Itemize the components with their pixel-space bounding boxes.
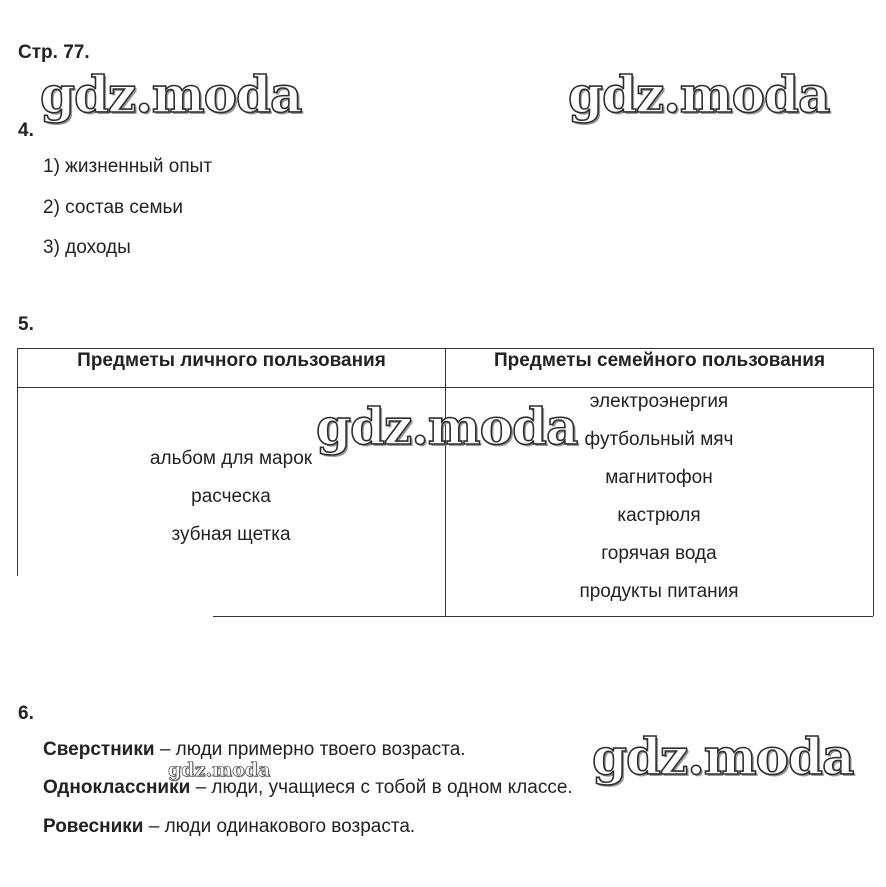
table-border-bottom — [213, 616, 873, 617]
definition-term: Одноклассники — [43, 777, 191, 798]
table-cell: футбольный мяч — [584, 429, 734, 450]
task-5-number: 5. — [18, 314, 34, 335]
definition-coevals — [43, 816, 415, 838]
table-cell: магнитофон — [605, 467, 713, 488]
watermark: gdz.moda — [568, 65, 830, 124]
definition-text: – люди одинакового возраста. — [143, 816, 416, 837]
definition-text: – люди, учащиеся с тобой в одном классе. — [190, 777, 573, 798]
table-header-personal: Предметы личного пользования — [77, 350, 386, 371]
table-cell: горячая вода — [601, 543, 717, 564]
definition-classmates — [43, 777, 573, 799]
watermark: gdz.moda — [592, 727, 854, 786]
definition-term: Сверстники — [43, 739, 155, 760]
list-item: 3) доходы — [43, 237, 131, 258]
page-title: Стр. 77. — [18, 42, 90, 63]
table-column-divider — [445, 348, 446, 616]
watermark: gdz.moda — [316, 397, 578, 456]
table-cell: электроэнергия — [589, 391, 729, 412]
definition-text: – люди примерно твоего возраста. — [154, 739, 466, 760]
list-item: 1) жизненный опыт — [43, 156, 213, 177]
table-cell: кастрюля — [617, 505, 701, 526]
table-header-family: Предметы семейного пользования — [493, 350, 826, 371]
list-item: 2) состав семьи — [43, 197, 184, 218]
table-cell: альбом для марок — [149, 448, 313, 469]
table-border-left — [17, 348, 18, 576]
watermark: gdz.moda — [40, 65, 302, 124]
table-cell: расческа — [191, 486, 271, 507]
table-cell: зубная щетка — [171, 524, 291, 545]
task-4-number: 4. — [18, 120, 34, 141]
task-6-number: 6. — [18, 703, 34, 724]
definition-peers — [43, 739, 466, 761]
watermark: gdz.moda — [168, 759, 271, 781]
definition-term: Ровесники — [43, 816, 144, 837]
table-border-right — [873, 348, 874, 616]
table-cell: продукты питания — [579, 581, 739, 602]
